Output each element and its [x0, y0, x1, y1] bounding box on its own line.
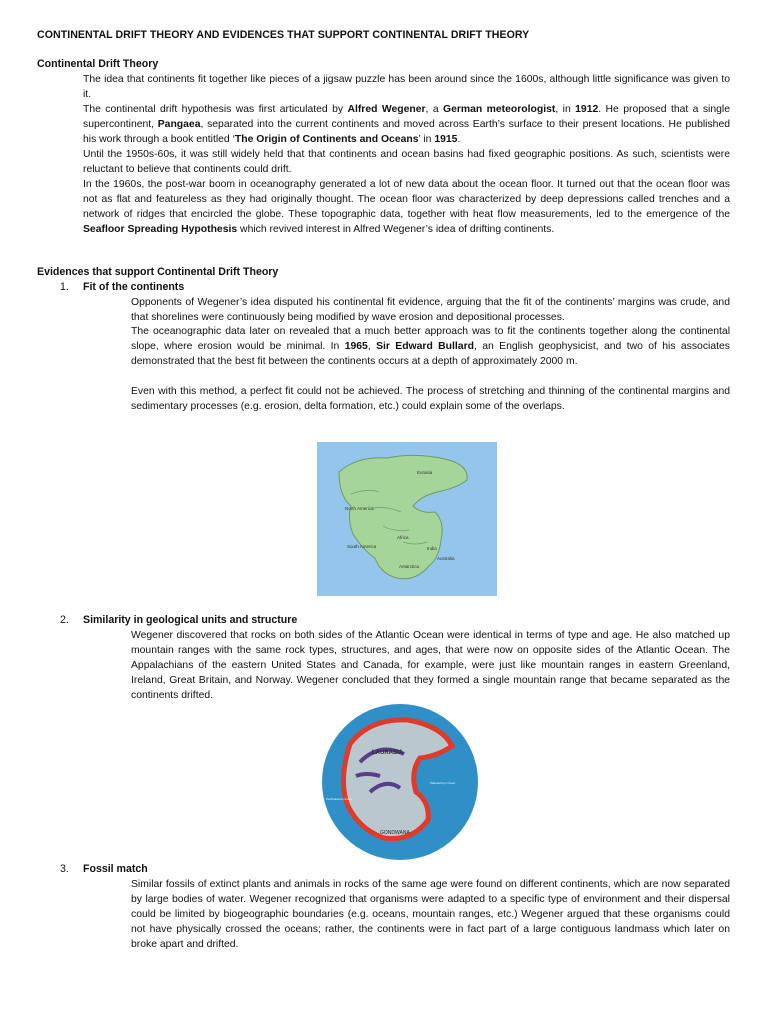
paragraph-fit-2: The oceanographic data later on revealed that a much better approach was to fit the continents together along the continental slope, where erosion would be minimal. In 1965, Sir Edward Bullard, an English geophysicist, and two of his associates demonstrated that the best fit between the continents occurs at a depth of approximately 2000 m. — [131, 326, 730, 367]
item-heading-fit: Fit of the continents — [83, 281, 185, 293]
globe-label-laurasia: LAURASIA — [372, 750, 403, 756]
map-label-north-america: North America — [345, 506, 374, 511]
paragraph-fixed-positions: Until the 1950s-60s, it was still widely held that that continents and ocean basins had fixed geographic positions. As such, scientists were reluctant to believe that continents could drift. — [83, 149, 730, 175]
item-heading-geology: Similarity in geological units and structure — [83, 614, 298, 626]
list-number: 2. — [60, 614, 69, 626]
list-number: 3. — [60, 863, 69, 875]
map-label-antarctica: Antarctica — [399, 564, 420, 569]
map-label-eurasia: Eurasia — [417, 470, 433, 475]
globe-label-paleotethys: Paleotethys Ocean — [430, 781, 456, 785]
map-label-australia: Australia — [437, 556, 455, 561]
paragraph-fossil: Similar fossils of extinct plants and animals in rocks of the same age were found on different continents, which are now separated by large bodies of water. Wegener recognized that organisms were adapted to a specific type of environment and their dispersal could be limited by biogeographic boundaries (e.g. oceans, mountain ranges, etc.) Wegener argued that these organisms could not have physically crossed the oceans; rather, the continents were in fact part of a large contiguous landmass which later on broke apart and drifted. — [131, 879, 730, 950]
list-number: 1. — [60, 281, 69, 293]
pangaea-globe-image — [320, 702, 480, 862]
page-title: CONTINENTAL DRIFT THEORY AND EVIDENCES THAT SUPPORT CONTINENTAL DRIFT THEORY — [37, 29, 530, 41]
section-heading-continental-drift: Continental Drift Theory — [37, 58, 159, 70]
section-heading-evidences: Evidences that support Continental Drift Theory — [37, 266, 279, 278]
paragraph-jigsaw: The idea that continents fit together like pieces of a jigsaw puzzle has been around since the 1600s, although little significance was given to it. — [83, 74, 730, 100]
paragraph-geology: Wegener discovered that rocks on both sides of the Atlantic Ocean were identical in terms of type and age. He also matched up mountain ranges with the same rock types, structures, and ages, that were now on opposite sides of the Atlantic Ocean. The Appalachians of the eastern United States and Canada, for example, were just like mountain ranges in eastern Greenland, Ireland, Great Britain, and Norway. Wegener concluded that they formed a single mountain range that became separated as the continents drifted. — [131, 630, 730, 701]
map-label-africa: Africa — [397, 535, 409, 540]
paragraph-oceanography: In the 1960s, the post-war boom in oceanography generated a lot of new data about the ocean floor. It turned out that the ocean floor was not as flat and featureless as they had originally thought. The ocean floor was characterized by deep depressions called trenches and a network of ridges that encircled the globe. These topographic data, together with heat flow measurements, led to the emergence of the Seafloor Spreading Hypothesis which revived interest in Alfred Wegener’s idea of drifting continents. — [83, 179, 730, 235]
pangaea-map-image — [317, 442, 497, 596]
item-heading-fossil: Fossil match — [83, 863, 148, 875]
map-label-india: India — [427, 546, 437, 551]
globe-label-panthalassa: Panthalassa Ocean — [326, 797, 353, 801]
paragraph-fit-1: Opponents of Wegener’s idea disputed his continental fit evidence, arguing that the fit of the continents’ margins was crude, and that shorelines were continuously being modified by wave erosion and depositional processes. — [131, 297, 730, 323]
paragraph-fit-3: Even with this method, a perfect fit could not be achieved. The process of stretching and thinning of the continental margins and sedimentary processes (e.g. erosion, delta formation, etc.) could explain some of the overlaps. — [131, 386, 730, 412]
globe-label-gondwana: GONDWANA — [380, 830, 410, 836]
paragraph-wegener: The continental drift hypothesis was first articulated by Alfred Wegener, a German meteorologist, in 1912. He proposed that a single supercontinent, Pangaea, separated into the current continents and moved across Earth’s surface to their present locations. He published his work through a book entitled ‘The Origin of Continents and Oceans’ in 1915. — [83, 104, 731, 145]
map-label-south-america: South America — [347, 544, 377, 549]
